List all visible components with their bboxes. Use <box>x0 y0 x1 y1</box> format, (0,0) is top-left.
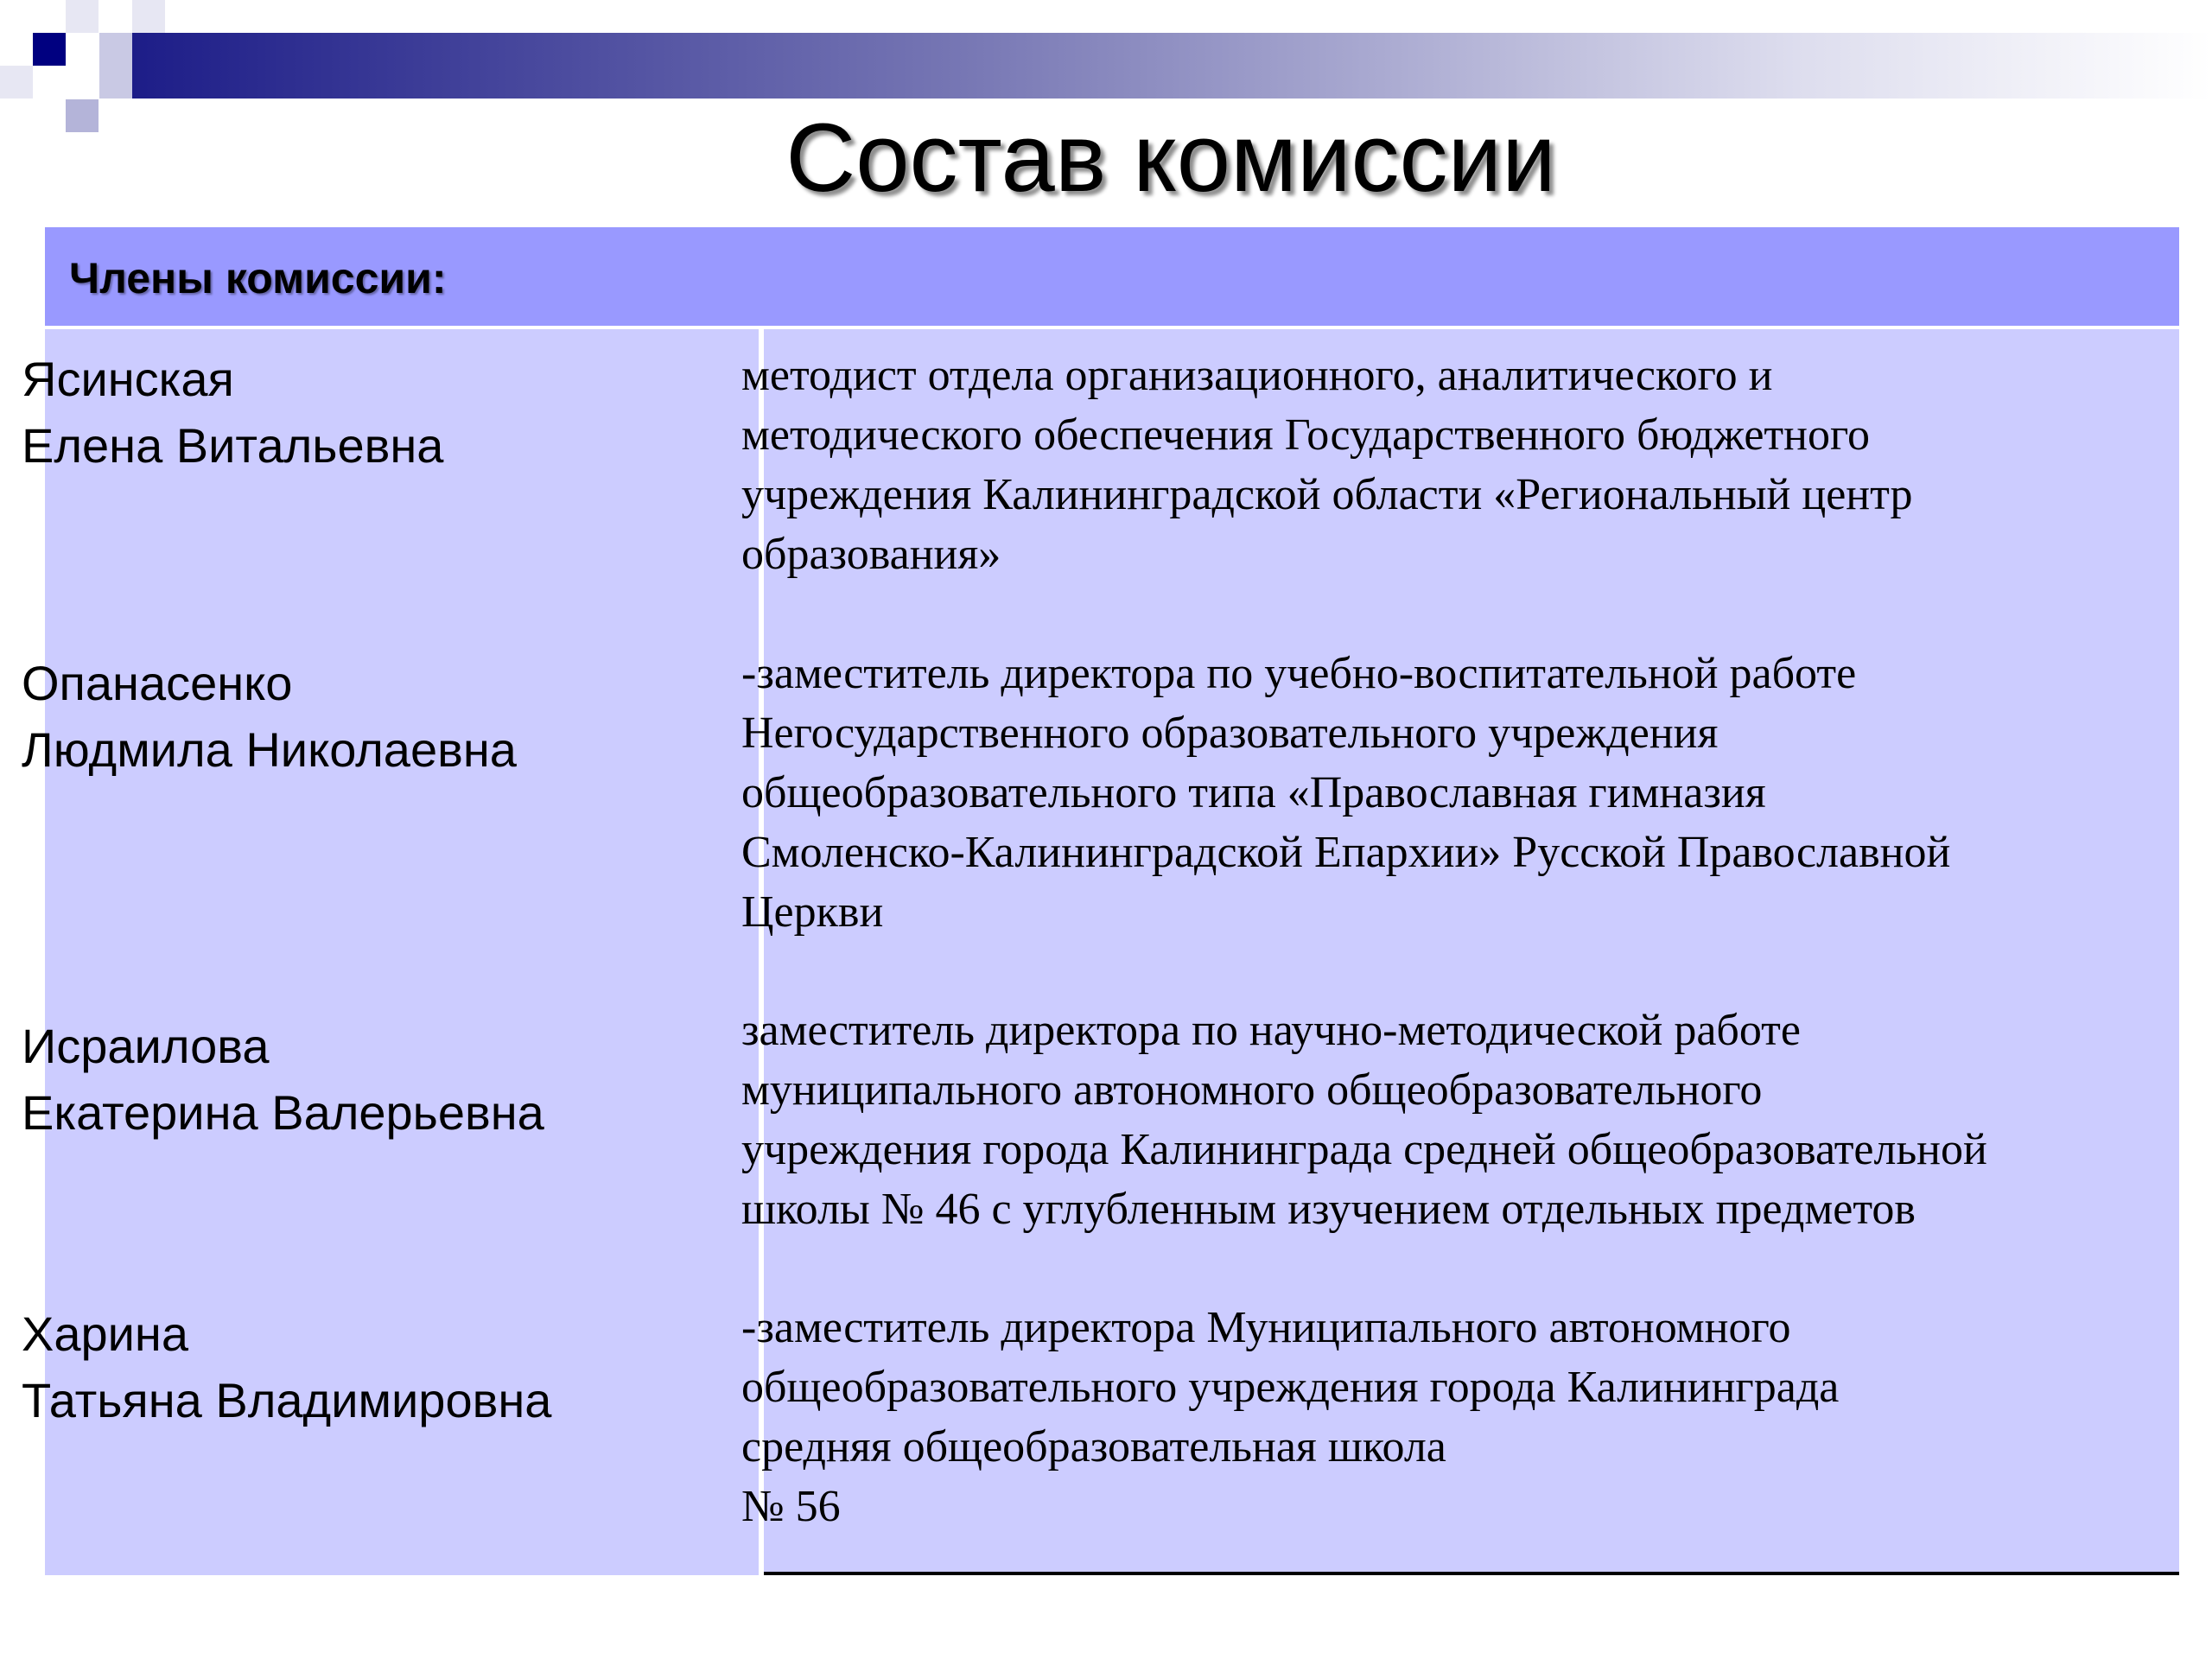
member-name <box>22 1013 704 1146</box>
member-given-names: Екатерина Валерьевна <box>22 1085 544 1140</box>
description-line: -заместитель директора по учебно-воспитательной работе <box>741 649 1857 698</box>
decor-square <box>99 33 132 66</box>
member-given-names: Людмила Николаевна <box>22 722 517 777</box>
member-description <box>741 1001 2158 1239</box>
decor-square <box>66 0 99 33</box>
description-line: учреждения Калининградской области «Региональный центр <box>741 470 1913 519</box>
member-name <box>22 650 704 783</box>
member-description <box>741 346 2158 584</box>
description-line: муниципального автономного общеобразовательного <box>741 1065 1763 1115</box>
member-given-names: Елена Витальевна <box>22 418 444 473</box>
description-line: Церкви <box>741 887 884 937</box>
member-name <box>22 1300 704 1433</box>
slide-title: Состав комиссии <box>785 104 1556 212</box>
member-surname: Харина <box>22 1306 188 1361</box>
description-line: общеобразовательного учреждения города Калининграда <box>741 1363 1840 1412</box>
description-line: № 56 <box>741 1482 841 1531</box>
member-surname: Опанасенко <box>22 656 293 710</box>
member-given-names: Татьяна Владимировна <box>22 1373 552 1427</box>
description-line: учреждения города Калининграда средней общеобразовательной <box>741 1125 1987 1174</box>
decor-square <box>33 33 66 66</box>
description-line: методист отдела организационного, аналитического и <box>741 351 1773 400</box>
decor-gradient-bar <box>132 33 2212 99</box>
description-line: Негосударственного образовательного учреждения <box>741 709 1719 758</box>
member-description <box>741 1298 2158 1536</box>
table-header-label: Члены комиссии: <box>69 254 447 302</box>
description-line: общеобразовательного типа «Православная гимназия <box>741 768 1766 817</box>
member-name <box>22 346 704 479</box>
description-line: -заместитель директора Муниципального автономного <box>741 1303 1791 1352</box>
table-header <box>45 227 2179 329</box>
member-description <box>741 644 2158 942</box>
decor-square <box>132 0 165 33</box>
description-line: заместитель директора по научно-методической работе <box>741 1006 1801 1055</box>
decor-square <box>99 66 132 99</box>
description-line: средняя общеобразовательная школа <box>741 1422 1446 1471</box>
decor-square <box>0 66 33 99</box>
member-surname: Исраилова <box>22 1019 270 1073</box>
description-line: Смоленско-Калининградской Епархии» Русской Православной <box>741 828 1951 877</box>
description-line: методического обеспечения Государственного бюджетного <box>741 410 1871 460</box>
description-line: школы № 46 с углубленным изучением отдельных предметов <box>741 1185 1916 1234</box>
member-surname: Ясинская <box>22 352 234 406</box>
description-line: образования» <box>741 530 1001 579</box>
